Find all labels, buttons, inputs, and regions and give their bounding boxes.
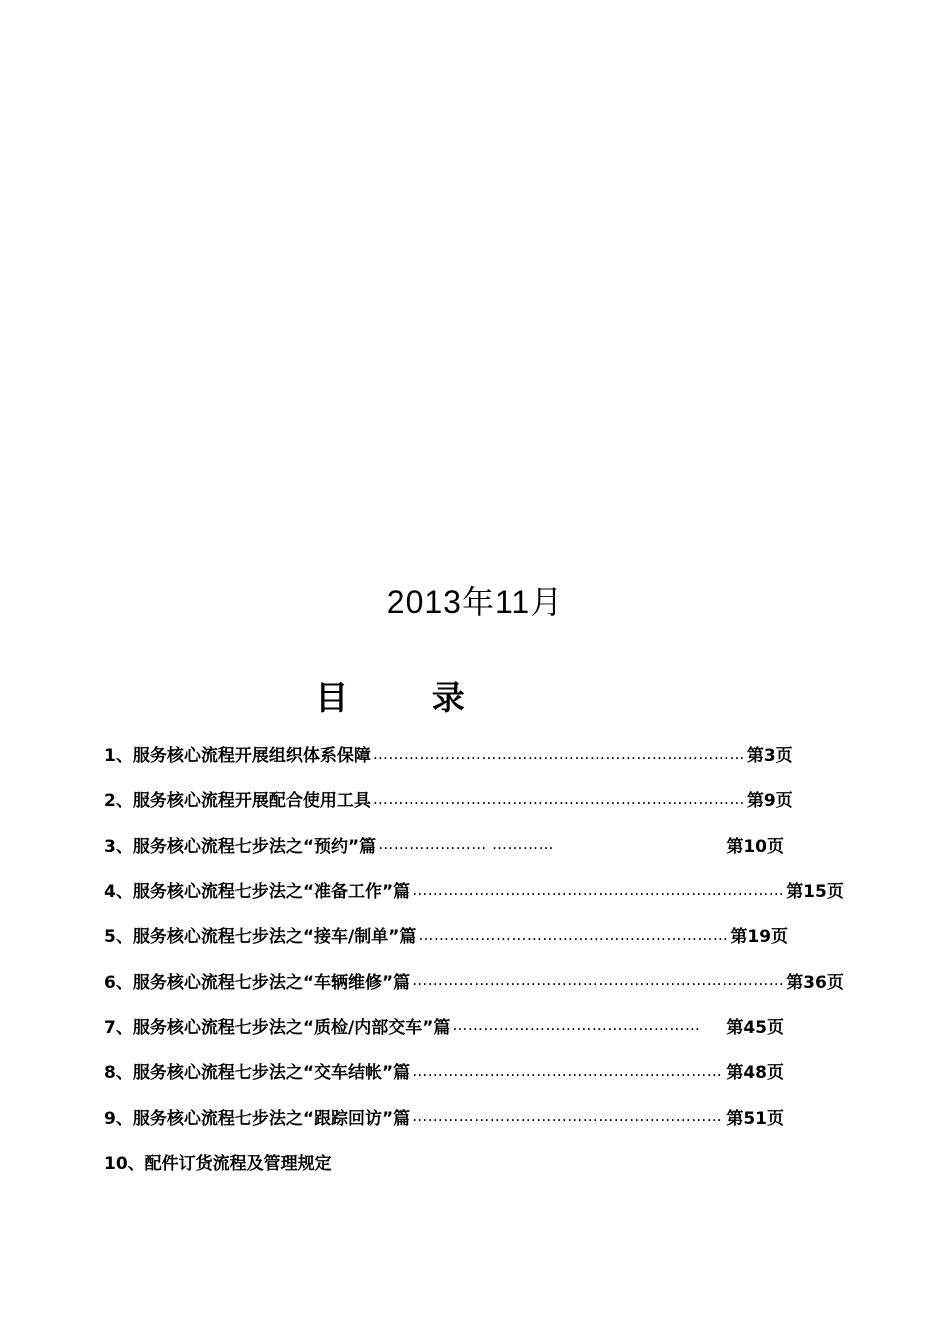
- toc-item-text: 1、服务核心流程开展组织体系保障: [104, 746, 371, 767]
- toc-item-page: 第51页: [726, 1108, 784, 1129]
- toc-list: [104, 731, 844, 1184]
- toc-item: [104, 822, 784, 867]
- document-date: 2013年11月: [386, 584, 564, 620]
- toc-item-leader: ………………………………………………………………: [372, 789, 745, 808]
- toc-item-leader: ……………………………………………………: [412, 1061, 723, 1080]
- toc-item: [104, 776, 793, 821]
- toc-item: [104, 1048, 784, 1093]
- toc-item-leader: ……………………………………………………: [418, 925, 729, 944]
- toc-item-leader: ………………… …………: [378, 835, 554, 854]
- toc-item: [104, 1139, 784, 1184]
- toc-item: [104, 731, 793, 776]
- toc-item-page: 第36页: [786, 972, 844, 993]
- toc-item-page: 第9页: [746, 791, 793, 812]
- toc-item: [104, 912, 789, 957]
- toc-item-text: 6、服务核心流程七步法之“车辆维修”篇: [104, 972, 411, 993]
- toc-item: [104, 957, 844, 1002]
- toc-item-leader: ……………………………………………………: [412, 1107, 723, 1126]
- toc-item-text: 7、服务核心流程七步法之“质检/内部交车”篇: [104, 1017, 451, 1038]
- toc-item-page: 第48页: [726, 1063, 784, 1084]
- toc-item-leader: ………………………………………………………………: [412, 880, 785, 899]
- toc-item-leader: …………………………………………: [452, 1016, 701, 1035]
- toc-item-page: 第45页: [726, 1017, 784, 1038]
- toc-item-page: 第19页: [730, 927, 789, 948]
- toc-item-text: 5、服务核心流程七步法之“接车/制单”篇: [104, 927, 417, 948]
- toc-item-text: 3、服务核心流程七步法之“预约”篇: [104, 836, 377, 857]
- toc-item-text: 10、配件订货流程及管理规定: [104, 1153, 332, 1174]
- toc-item-page: 第10页: [726, 836, 784, 857]
- toc-item-text: 8、服务核心流程七步法之“交车结帐”篇: [104, 1063, 411, 1084]
- toc-item-text: 4、服务核心流程七步法之“准备工作”篇: [104, 882, 411, 903]
- toc-item-leader: ………………………………………………………………: [372, 744, 745, 763]
- toc-item-text: 2、服务核心流程开展配合使用工具: [104, 791, 371, 812]
- toc-item-page: 第15页: [786, 882, 844, 903]
- toc-item-leader: ………………………………………………………………: [412, 971, 785, 990]
- toc-item: [104, 867, 844, 912]
- toc-title: 目 录: [315, 678, 501, 717]
- toc-item: [104, 1093, 784, 1138]
- toc-item: [104, 1003, 784, 1048]
- toc-item-text: 9、服务核心流程七步法之“跟踪回访”篇: [104, 1108, 411, 1129]
- toc-item-page: 第3页: [746, 746, 793, 767]
